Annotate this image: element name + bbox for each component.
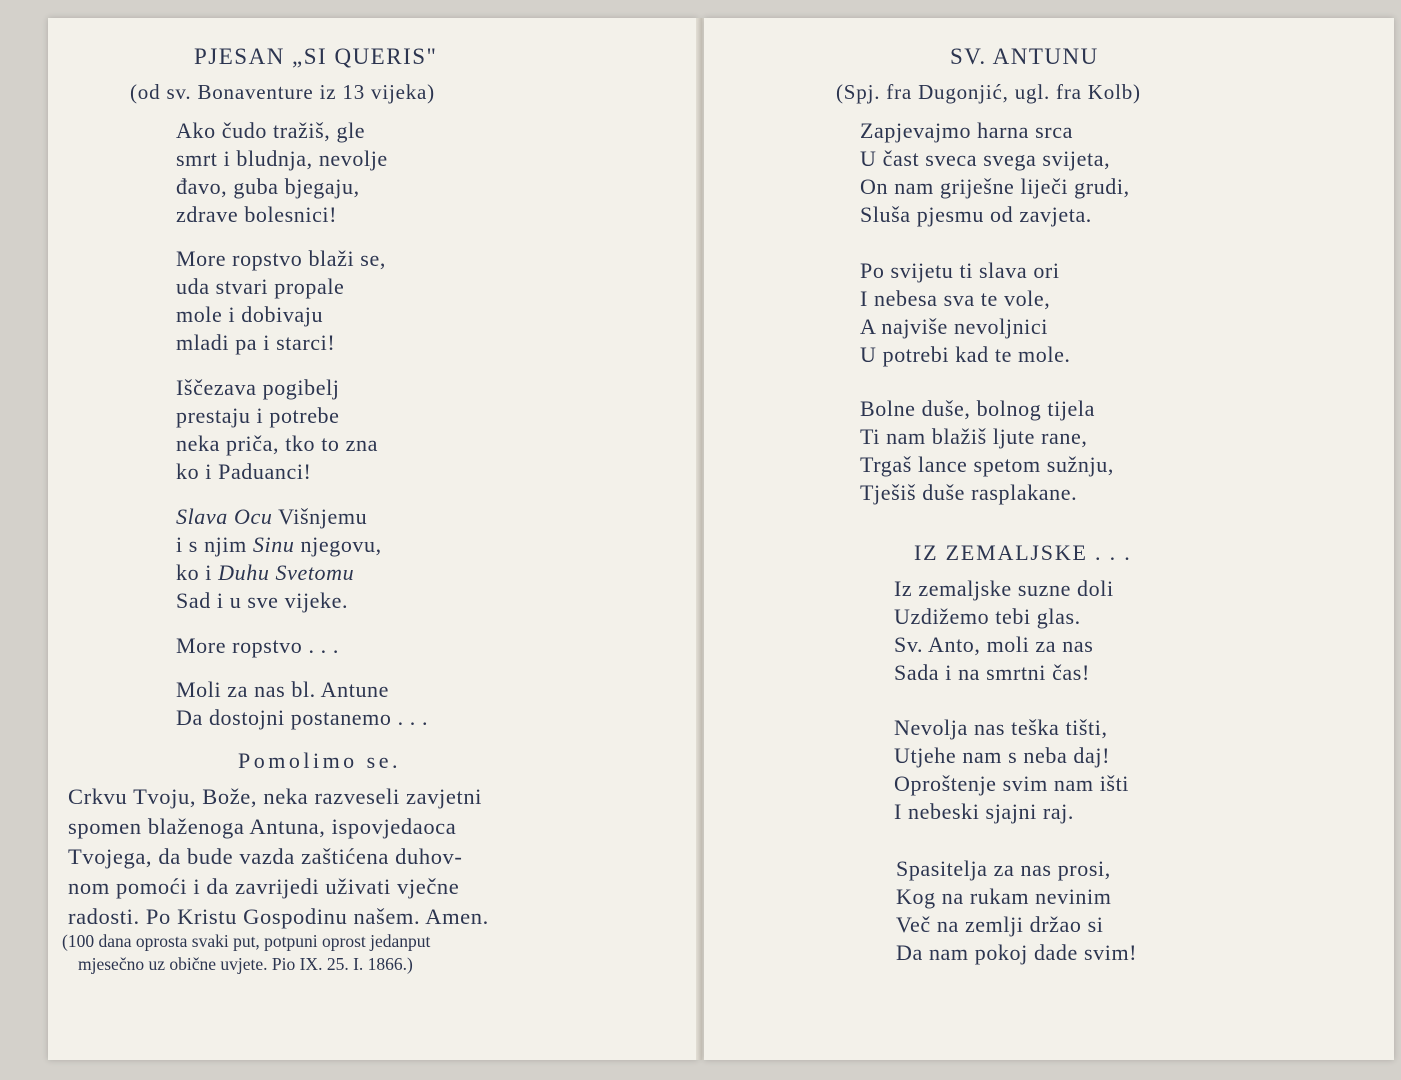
verse-line: i s njim Sinu njegovu, — [176, 532, 382, 557]
verse-line: I nebeski sjajni raj. — [894, 799, 1074, 824]
prayer-line: spomen blaženoga Antuna, ispovjedaoca — [68, 814, 457, 839]
verse-line: Spasitelja za nas prosi, — [896, 856, 1111, 881]
italic-text: Sinu — [252, 532, 295, 557]
section2-stanza-1 — [894, 575, 1114, 687]
section2-stanza-2 — [894, 714, 1129, 826]
verse-line: Kog na rukam nevinim — [896, 884, 1112, 909]
verse-line: I nebesa sva te vole, — [860, 286, 1051, 311]
verse-line: Utjehe nam s neba daj! — [894, 743, 1111, 768]
left-title: PJESAN „SI QUERIS" — [194, 44, 438, 69]
verse-line: Nevolja nas teška tišti, — [894, 715, 1108, 740]
verse-line: Sv. Anto, moli za nas — [894, 632, 1094, 657]
prayer-line: Crkvu Tvoju, Bože, neka razveseli zavjetni — [68, 784, 483, 809]
verse-line: zdrave bolesnici! — [176, 202, 338, 227]
verse-line: U čast sveca svega svijeta, — [860, 146, 1111, 171]
verse-line: ko i Duhu Svetomu — [176, 560, 355, 585]
verse-line: Ako čudo tražiš, gle — [176, 118, 366, 143]
verse-line: đavo, guba bjegaju, — [176, 174, 360, 199]
note-line: (100 dana oprosta svaki put, potpuni oprost jedanput — [62, 931, 431, 951]
prayer-line: Tvojega, da bude vazda zaštićena duhov- — [68, 844, 463, 869]
right-stanza-3 — [860, 395, 1114, 507]
verse-line: ko i Paduanci! — [176, 459, 312, 484]
indulgence-note — [62, 930, 430, 976]
verse-line: Tješiš duše rasplakane. — [860, 480, 1078, 505]
right-stanza-1 — [860, 117, 1130, 229]
prayer-line: nom pomoći i da zavrijedi uživati vječne — [68, 874, 460, 899]
verse-line: Da dostojni postanemo . . . — [176, 705, 429, 730]
verse-line: Sluša pjesmu od zavjeta. — [860, 202, 1092, 227]
left-subtitle: (od sv. Bonaventure iz 13 vijeka) — [130, 80, 435, 104]
verse-line: Iščezava pogibelj — [176, 375, 340, 400]
verse-line: Zapjevajmo harna srca — [860, 118, 1073, 143]
verse-line: prestaju i potrebe — [176, 403, 340, 428]
verse-line: Iz zemaljske suzne doli — [894, 576, 1114, 601]
invocation — [176, 676, 428, 732]
note-line: mjesečno uz obične uvjete. Pio IX. 25. I. 1866.) — [78, 954, 413, 974]
verse-line: Več na zemlji držao si — [896, 912, 1104, 937]
right-subtitle: (Spj. fra Dugonjić, ugl. fra Kolb) — [836, 80, 1141, 104]
section2-stanza-3 — [896, 855, 1137, 967]
verse-line: Oproštenje svim nam išti — [894, 771, 1129, 796]
left-stanza-3 — [176, 374, 378, 486]
prayer-heading: Pomolimo se. — [238, 748, 402, 773]
verse-line: Po svijetu ti slava ori — [860, 258, 1060, 283]
doxology-stanza — [176, 503, 382, 615]
right-title: SV. ANTUNU — [950, 44, 1099, 69]
right-stanza-2 — [860, 257, 1071, 369]
verse-line: Bolne duše, bolnog tijela — [860, 396, 1095, 421]
verse-line: On nam griješne liječi grudi, — [860, 174, 1130, 199]
prayer-line: radosti. Po Kristu Gospodinu našem. Amen. — [68, 904, 489, 929]
left-stanza-2 — [176, 245, 386, 357]
verse-line: More ropstvo . . . — [176, 633, 339, 658]
refrain — [176, 632, 339, 660]
verse-line: mladi pa i starci! — [176, 330, 336, 355]
verse-line: smrt i bludnja, nevolje — [176, 146, 388, 171]
verse-line: Sada i na smrtni čas! — [894, 660, 1090, 685]
left-stanza-1 — [176, 117, 388, 229]
verse-line: More ropstvo blaži se, — [176, 246, 386, 271]
verse-line: Uzdižemo tebi glas. — [894, 604, 1081, 629]
verse-line: U potrebi kad te mole. — [860, 342, 1071, 367]
verse-line: A najviše nevoljnici — [860, 314, 1048, 339]
verse-line: Slava Ocu Višnjemu — [176, 504, 368, 529]
verse-line: Trgaš lance spetom sužnju, — [860, 452, 1114, 477]
verse-line: mole i dobivaju — [176, 302, 324, 327]
section2-title: IZ ZEMALJSKE . . . — [914, 540, 1132, 565]
verse-line: Moli za nas bl. Antune — [176, 677, 390, 702]
verse-line: neka priča, tko to zna — [176, 431, 378, 456]
italic-text: Duhu Svetomu — [218, 560, 355, 585]
verse-line: Ti nam blažiš ljute rane, — [860, 424, 1088, 449]
verse-line: Sad i u sve vijeke. — [176, 588, 349, 613]
prayer-text — [68, 782, 489, 932]
verse-line: Da nam pokoj dade svim! — [896, 940, 1138, 965]
verse-line: uda stvari propale — [176, 274, 345, 299]
italic-text: Slava Ocu — [176, 504, 273, 529]
